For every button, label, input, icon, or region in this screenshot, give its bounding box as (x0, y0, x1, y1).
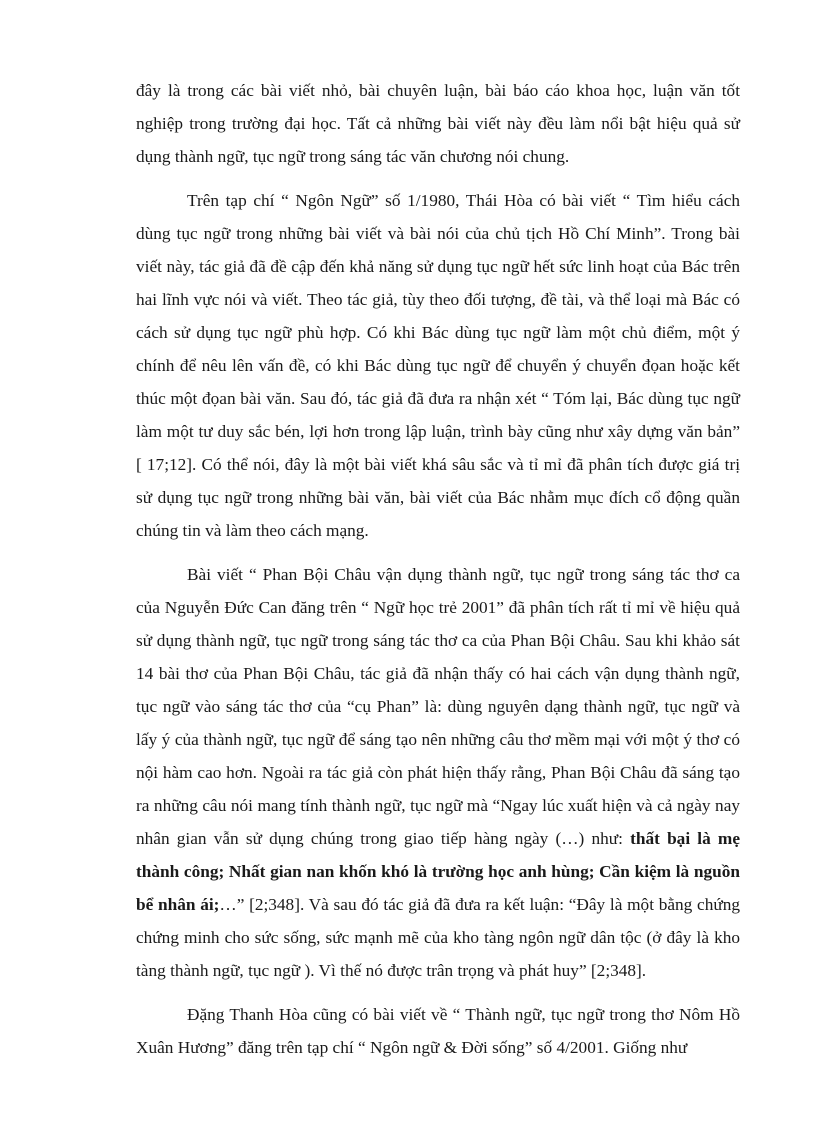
body-text (136, 74, 740, 1075)
paragraph-3 (136, 558, 740, 987)
paragraph-4: Đặng Thanh Hòa cũng có bài viết về “ Thành ngữ, tục ngữ trong thơ Nôm Hồ Xuân Hương” đăng trên tạp chí “ Ngôn ngữ & Đời sống” số 4/2001. Giống như (136, 1005, 740, 1057)
paragraph-1: đây là trong các bài viết nhỏ, bài chuyên luận, bài báo cáo khoa học, luận văn tốt nghiệp trong trường đại học. Tất cả những bài viết này đều làm nổi bật hiệu quả sử dụng thành ngữ, tục ngữ trong sáng tác văn chương nói chung. (136, 81, 740, 166)
paragraph-3-bold-quote: thất bại là mẹ thành công; Nhất gian nan khốn khó là trường học anh hùng; Cần kiệm là nguồn bể nhân ái; (136, 829, 740, 914)
paragraph-3-text-after: …” [2;348]. Và sau đó tác giả đã đưa ra kết luận: “Đây là một bằng chứng chứng minh cho sức sống, sức mạnh mẽ của kho tàng ngôn ngữ dân tộc (ở đây là kho tàng thành ngữ, tục ngữ ). Vì thế nó được trân trọng và phát huy” [2;348]. (136, 895, 740, 980)
paragraph-2: Trên tạp chí “ Ngôn Ngữ” số 1/1980, Thái Hòa có bài viết “ Tìm hiểu cách dùng tục ngữ trong những bài viết và bài nói của chủ tịch Hồ Chí Minh”. Trong bài viết này, tác giả đã đề cập đến khả năng sử dụng tục ngữ hết sức linh hoạt của Bác trên hai lĩnh vực nói và viết. Theo tác giả, tùy theo đối tượng, đề tài, và thể loại mà Bác có cách sử dụng tục ngữ phù hợp. Có khi Bác dùng tục ngữ làm một chủ điểm, một ý chính để nêu lên vấn đề, có khi Bác dùng tục ngữ để chuyển ý chuyển đọan hoặc kết thúc một đọan bài văn. Sau đó, tác giả đã đưa ra nhận xét “ Tóm lại, Bác dùng tục ngữ làm một tư duy sắc bén, lợi hơn trong lập luận, trình bày cũng như xây dựng văn bản” [ 17;12]. Có thể nói, đây là một bài viết khá sâu sắc và tỉ mỉ đã phân tích được giá trị sử dụng tục ngữ trong những bài văn, bài viết của Bác nhằm mục đích cổ động quần chúng tin và làm theo cách mạng. (136, 191, 740, 540)
paragraph-3-text-before: Bài viết “ Phan Bội Châu vận dụng thành ngữ, tục ngữ trong sáng tác thơ ca của Nguyễn Đức Can đăng trên “ Ngữ học trẻ 2001” đã phân tích rất tỉ mỉ về hiệu quả sử dụng thành ngữ, tục ngữ trong sáng tác thơ ca của Phan Bội Châu. Sau khi khảo sát 14 bài thơ của Phan Bội Châu, tác giả đã nhận thấy có hai cách vận dụng thành ngữ, tục ngữ vào sáng tác thơ của “cụ Phan” là: dùng nguyên dạng thành ngữ, tục ngữ và lấy ý của thành ngữ, tục ngữ để sáng tạo nên những câu thơ mềm mại với một ý thơ có nội hàm cao hơn. Ngoài ra tác giả còn phát hiện thấy rằng, Phan Bội Châu đã sáng tạo ra những câu nói mang tính thành ngữ, tục ngữ mà “Ngay lúc xuất hiện và cả ngày nay nhân gian vẫn sử dụng chúng trong giao tiếp hàng ngày (…) như: (136, 565, 740, 848)
